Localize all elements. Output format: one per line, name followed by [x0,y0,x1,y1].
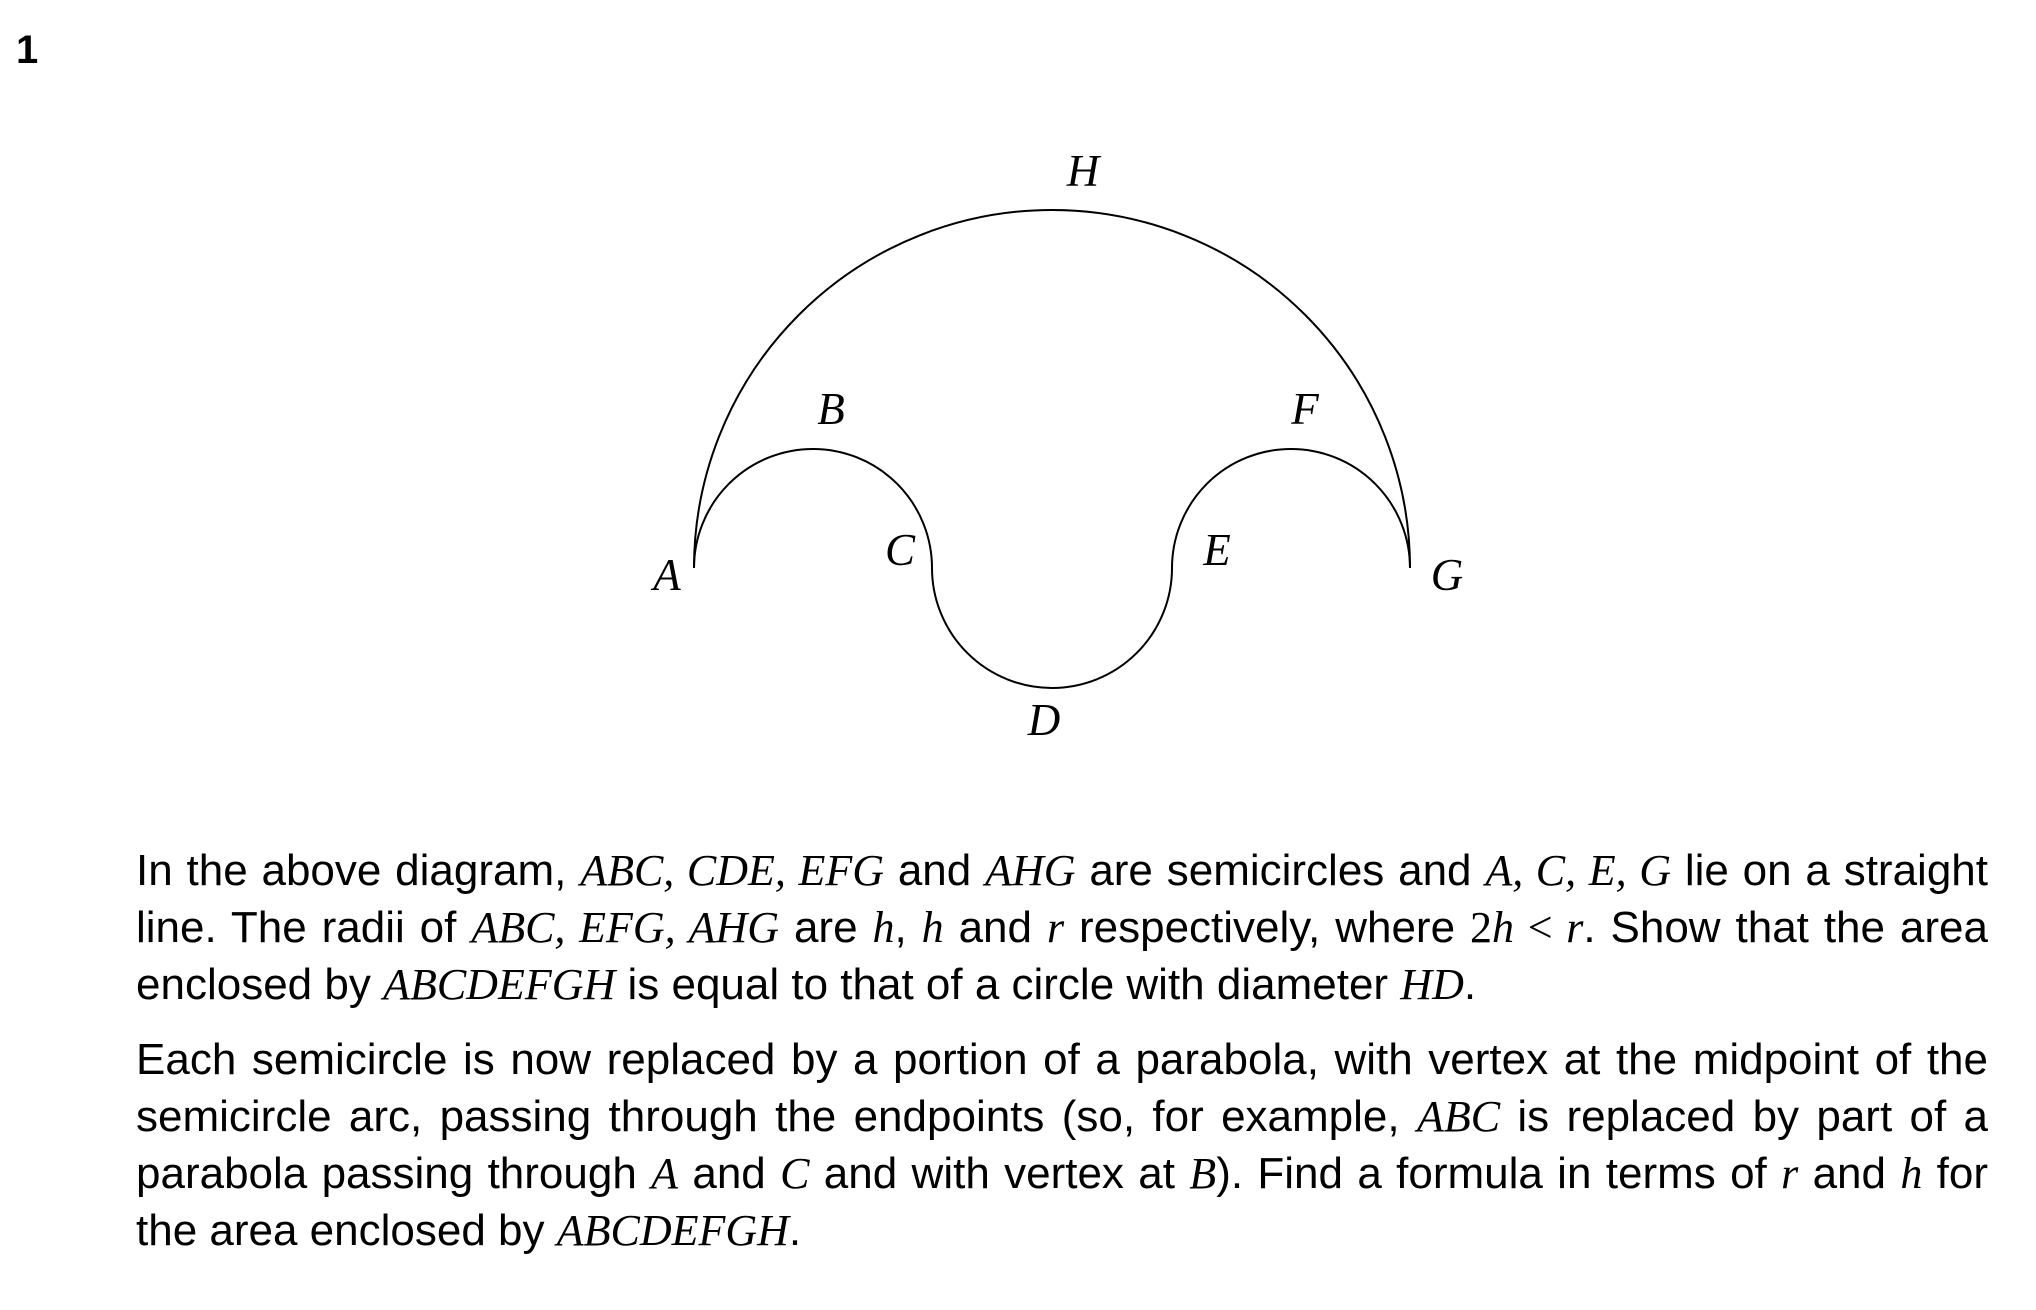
p1-math-1: ABC, CDE, EFG [580,846,885,895]
p1-text-10: is equal to that of a circle with diameter [615,960,1401,1009]
arc-CDE [932,568,1172,688]
p1-math-8c: < [1513,903,1567,952]
p2-text-2: is replaced by part of a parabola passing through [136,1092,1988,1198]
question-number: 1 [16,28,39,72]
p1-math-8d: r [1566,903,1584,952]
p1-math-6: h [921,903,944,952]
p1-math-8b: h [1491,903,1514,952]
paragraph-1 [136,842,1988,1013]
p1-math-10: HD [1400,960,1464,1009]
p1-text-1: In the above diagram, [136,846,581,895]
label-C: C [884,525,916,575]
p1-text-11: . [1463,960,1477,1009]
label-D: D [1027,695,1061,745]
p2-text-8: . [788,1206,802,1255]
p1-math-4: ABC, EFG, AHG [471,903,780,952]
p1-text-2: and [884,846,986,895]
p2-math-1: ABC [1416,1092,1501,1141]
p2-text-5: ). Find a formula in terms of [1216,1149,1782,1198]
p1-text-8: respectively, where [1064,903,1470,952]
p2-text-3: and [678,1149,781,1198]
p2-text-1: Each semicircle is now replaced by a portion of a parabola, with vertex at the midpoint of the semicircle arc, passing through the endpoints (so, for example, [136,1035,1988,1141]
p1-text-3: are semicircles and [1075,846,1486,895]
label-B: B [817,384,845,434]
p2-math-6: h [1900,1149,1923,1198]
p2-text-7: for the area enclosed by [136,1149,1988,1255]
p2-math-7: ABCDEFGH [556,1206,789,1255]
p1-math-9: ABCDEFGH [383,960,616,1009]
label-A: A [653,550,681,600]
p2-math-3: C [780,1149,810,1198]
p2-text-4: and with vertex at [809,1149,1190,1198]
p1-text-9: . Show that the area enclosed by [136,903,1988,1009]
p1-text-4: lie on a straight line. The radii of [136,846,1988,952]
p2-text-6: and [1798,1149,1901,1198]
p1-text-5: are [779,903,873,952]
p2-math-5: r [1781,1149,1799,1198]
question-text [136,842,1988,1277]
p1-math-5: h [872,903,895,952]
p2-math-4: B [1189,1149,1217,1198]
p1-math-8a: 2 [1469,903,1492,952]
paragraph-2 [136,1031,1988,1259]
label-G: G [1430,550,1464,600]
p1-math-2: AHG [985,846,1076,895]
p1-text-6: , [894,903,922,952]
label-E: E [1203,525,1231,575]
p1-math-7: r [1046,903,1065,952]
p1-math-3: A, C, E, G [1485,846,1671,895]
label-H: H [1066,146,1100,196]
p2-math-2: A [651,1149,679,1198]
p1-text-7: and [943,903,1047,952]
label-F: F [1291,384,1319,434]
